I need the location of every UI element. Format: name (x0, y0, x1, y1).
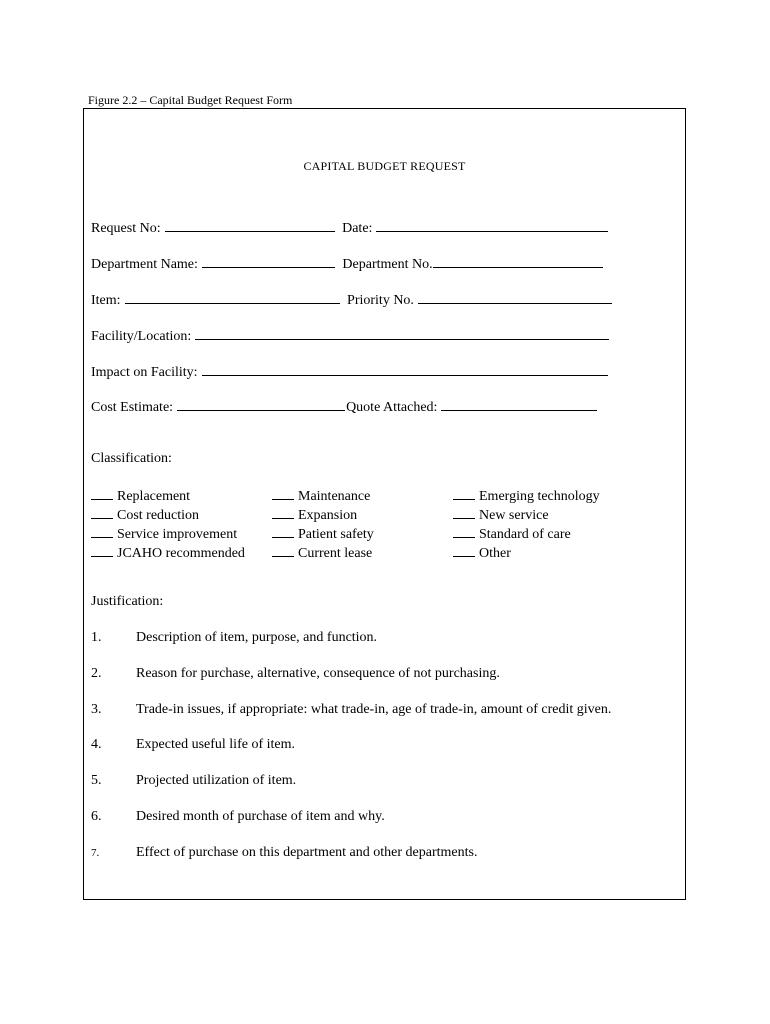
impact-row (91, 363, 608, 381)
justification-item (91, 809, 385, 825)
checkbox-blank[interactable] (453, 544, 475, 557)
item-number: 7. (91, 847, 100, 859)
priority-no-field[interactable] (418, 291, 612, 304)
form-frame (83, 108, 686, 900)
item-row (91, 291, 612, 309)
date-label: Date: (342, 221, 373, 236)
justification-label: Justification: (91, 594, 164, 609)
checkbox-blank[interactable] (453, 487, 475, 500)
impact-field[interactable] (202, 363, 608, 376)
item-text: Trade-in issues, if appropriate: what trade-in, age of trade-in, amount of credit given. (136, 702, 612, 717)
item-field[interactable] (125, 291, 340, 304)
item-text: Desired month of purchase of item and why. (136, 809, 385, 824)
item-text: Expected useful life of item. (136, 737, 295, 752)
item-text: Reason for purchase, alternative, consequence of not purchasing. (136, 666, 500, 681)
classification-column-3 (453, 487, 600, 563)
classification-option[interactable]: Maintenance (272, 487, 374, 506)
classification-option[interactable]: Emerging technology (453, 487, 600, 506)
department-row (91, 255, 603, 273)
checkbox-blank[interactable] (272, 506, 294, 519)
item-number: 5. (91, 773, 102, 788)
date-field[interactable] (376, 219, 608, 232)
classification-option[interactable]: Replacement (91, 487, 245, 506)
facility-location-label: Facility/Location: (91, 329, 192, 344)
justification-item (91, 702, 611, 718)
department-name-label: Department Name: (91, 257, 198, 272)
impact-label: Impact on Facility: (91, 365, 198, 380)
justification-item (91, 737, 295, 753)
item-text: Description of item, purpose, and function. (136, 630, 378, 645)
department-no-label: Department No. (342, 257, 433, 272)
item-number: 3. (91, 702, 102, 717)
checkbox-blank[interactable] (453, 525, 475, 538)
classification-option[interactable]: JCAHO recommended (91, 544, 245, 563)
classification-option[interactable]: Cost reduction (91, 506, 245, 525)
checkbox-blank[interactable] (91, 544, 113, 557)
classification-option[interactable]: Service improvement (91, 525, 245, 544)
item-label: Item: (91, 293, 121, 308)
checkbox-blank[interactable] (91, 487, 113, 500)
quote-attached-field[interactable] (441, 398, 597, 411)
classification-option[interactable]: Standard of care (453, 525, 600, 544)
checkbox-blank[interactable] (272, 525, 294, 538)
item-number: 1. (91, 630, 102, 645)
checkbox-blank[interactable] (91, 525, 113, 538)
form-title: CAPITAL BUDGET REQUEST (303, 159, 466, 173)
item-text: Projected utilization of item. (136, 773, 297, 788)
item-number: 2. (91, 666, 102, 681)
quote-attached-label: Quote Attached: (346, 400, 438, 415)
request-no-row (91, 219, 608, 237)
justification-item (91, 666, 500, 682)
checkbox-blank[interactable] (453, 506, 475, 519)
classification-column-1 (91, 487, 245, 563)
checkbox-blank[interactable] (272, 487, 294, 500)
checkbox-blank[interactable] (91, 506, 113, 519)
facility-location-row (91, 327, 609, 345)
item-number: 6. (91, 809, 102, 824)
department-no-field[interactable] (433, 255, 603, 268)
checkbox-blank[interactable] (272, 544, 294, 557)
justification-item (91, 630, 377, 646)
classification-option[interactable]: Other (453, 544, 600, 563)
request-no-field[interactable] (165, 219, 335, 232)
classification-option[interactable]: Expansion (272, 506, 374, 525)
classification-column-2 (272, 487, 374, 563)
justification-item (91, 845, 477, 861)
cost-estimate-field[interactable] (177, 398, 345, 411)
item-number: 4. (91, 737, 102, 752)
department-name-field[interactable] (202, 255, 335, 268)
classification-option[interactable]: Current lease (272, 544, 374, 563)
cost-estimate-label: Cost Estimate: (91, 400, 174, 415)
item-text: Effect of purchase on this department and other departments. (136, 845, 478, 860)
classification-label: Classification: (91, 451, 172, 466)
figure-caption: Figure 2.2 – Capital Budget Request Form (88, 93, 293, 107)
classification-option[interactable]: Patient safety (272, 525, 374, 544)
classification-option[interactable]: New service (453, 506, 600, 525)
cost-estimate-row (91, 398, 597, 416)
facility-location-field[interactable] (195, 327, 609, 340)
request-no-label: Request No: (91, 221, 161, 236)
priority-no-label: Priority No. (347, 293, 414, 308)
justification-item (91, 773, 296, 789)
